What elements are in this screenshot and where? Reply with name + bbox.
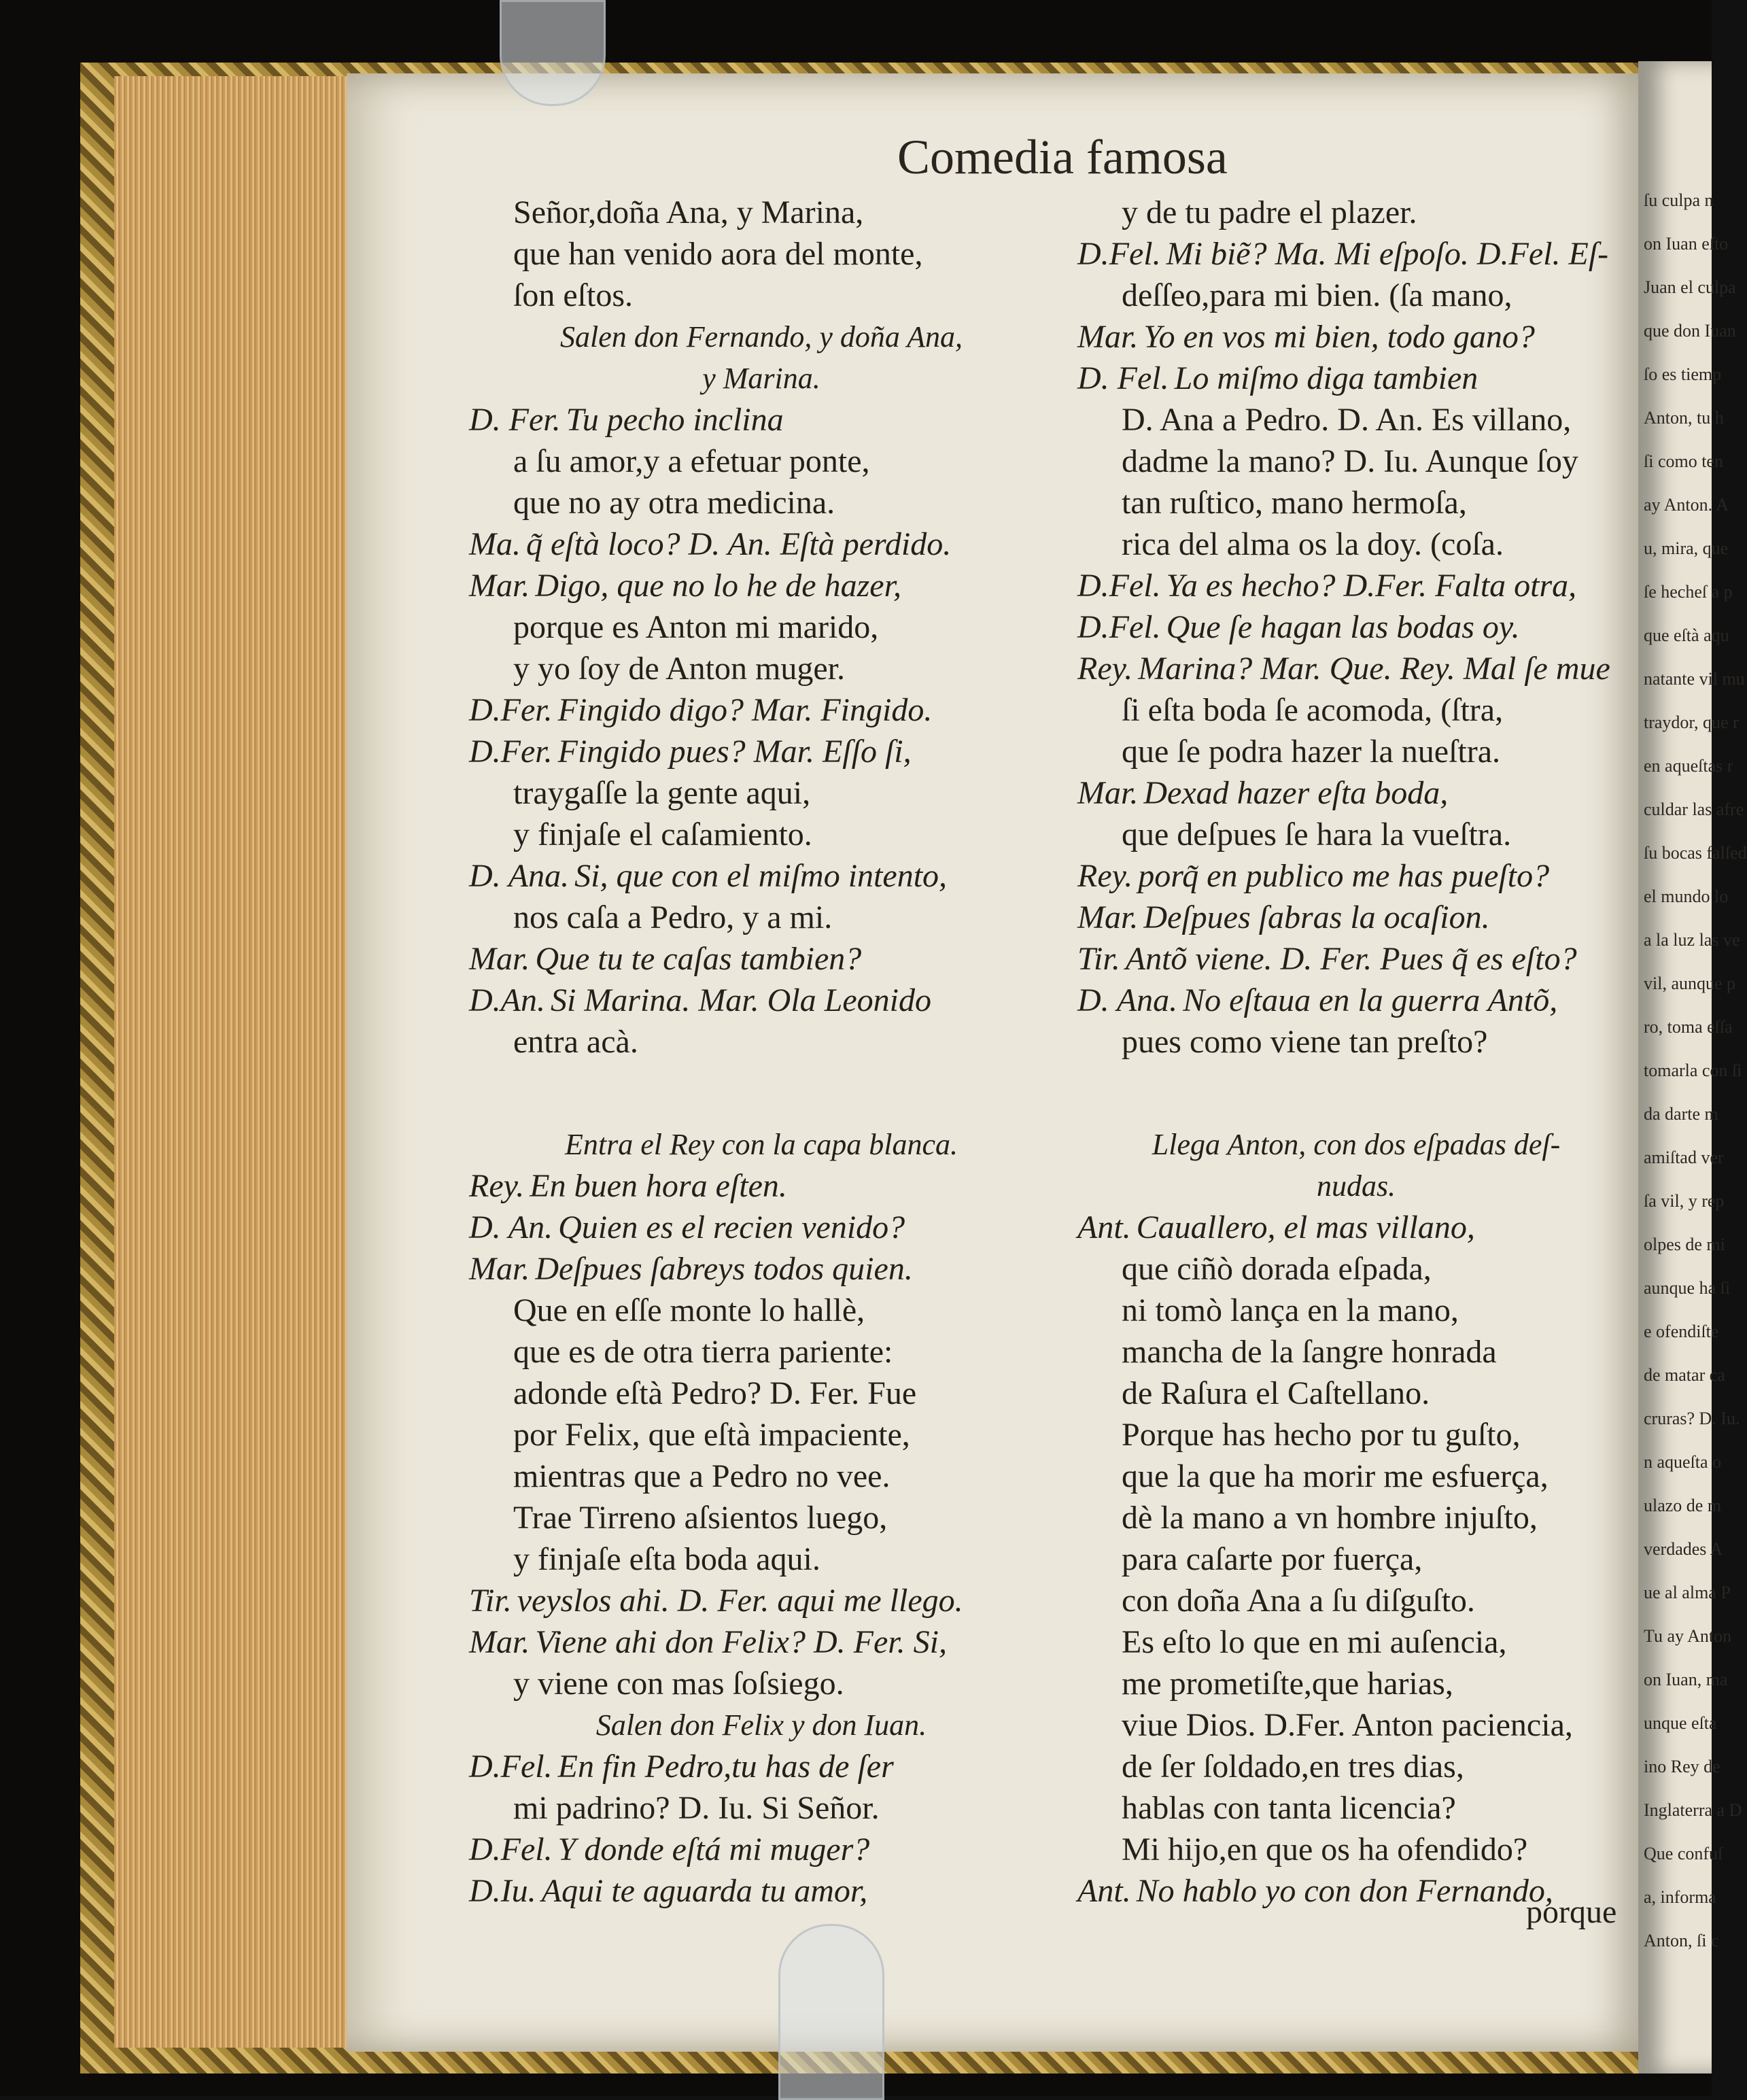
verse-line [469,1248,1048,1290]
neighbor-text-fragment: a la luz las ve [1644,930,1740,950]
verse-line: que es de otra tierra pariente: [513,1334,893,1370]
verse-line: ſon eſtos. [513,277,633,313]
verse-line [1077,648,1629,689]
verse-line: y finjaſe eſta boda aqui. [513,1541,820,1577]
neighbor-text-fragment: natante vil mu [1644,669,1745,689]
page-edge-stack [114,76,352,2048]
neighbor-text-fragment: olpes de mi [1644,1235,1725,1254]
speaker-label: D. Fer. [469,402,561,438]
verse-line: Señor,doña Ana, y Marina, [513,194,864,230]
speech-text: Deſpues ſabras la ocaſion. [1143,899,1490,935]
speech-text: Fingido digo? Mar. Fingido. [557,692,933,728]
neighbor-text-fragment: ue al alma P [1644,1583,1731,1602]
speech-text: Deſpues ſabreys todos quien. [535,1251,913,1287]
speech-text: Digo, que no lo he de hazer, [535,568,901,604]
speaker-label: Mar. [1077,319,1139,355]
speech-text: En buen hora eſten. [530,1168,787,1204]
verse-line: rica del alma os la doy. (coſa. [1122,526,1504,562]
speaker-label: D. Ana. [469,858,570,894]
verse-line: dadme la mano? D. Iu. Aunque ſoy [1122,443,1578,479]
speech-text: Y donde eſtá mi muger? [557,1831,870,1867]
neighbor-text-fragment: de matar ca [1644,1365,1725,1385]
verse-line: Que en eſſe monte lo hallè, [513,1292,865,1328]
neighbor-text-fragment: ſu culpa n [1644,190,1714,210]
speaker-label: D. Ana. [1077,982,1178,1018]
verse-line: adonde eſtà Pedro? D. Fer. Fue [513,1375,917,1411]
verse-line [1077,606,1629,648]
neighbor-text-fragment: Que confuſ [1644,1844,1723,1863]
speech-text: En fin Pedro,tu has de ſer [557,1749,894,1785]
neighbor-text-fragment: que don Iuan [1644,321,1736,341]
neighbor-text-fragment: da darte m [1644,1104,1718,1124]
speech-text: Que tu te caſas tambien? [535,941,862,977]
verse-line [1077,565,1629,606]
page-clip-bottom [778,1924,884,2100]
stage-direction: nudas. [1316,1169,1396,1203]
verse-line: dè la mano a vn hombre injuſto, [1122,1500,1538,1536]
verse-line: que deſpues ſe hara la vueſtra. [1122,816,1512,853]
neighbor-text-fragment: ay Anton. A [1644,495,1729,515]
speaker-label: D.An. [469,982,545,1018]
speaker-label: D. Fel. [1077,360,1169,396]
speech-text: Si Marina. Mar. Ola Leonido [550,982,931,1018]
neighbor-text-fragment: ſi como ten [1644,451,1723,471]
speech-text: veyslos ahi. D. Fer. aqui me llego. [517,1583,963,1619]
neighbor-text-fragment: ſa vil, y rep [1644,1191,1725,1211]
catchword: porque [1526,1894,1617,1930]
verse-line: Es eſto lo que en mi auſencia, [1122,1624,1507,1660]
speaker-label: Rey. [469,1168,525,1204]
speaker-label: D.Fel. [469,1831,553,1867]
speech-text: Si, que con el miſmo intento, [574,858,948,894]
neighbor-text-fragment: Tu ay Anton [1644,1626,1732,1646]
speech-text: Viene ahi don Felix? D. Fer. Si, [535,1624,947,1660]
verse-line: que ciñò dorada eſpada, [1122,1251,1432,1287]
speaker-label: D.Fer. [469,692,553,728]
speaker-label: Ant. [1077,1873,1131,1909]
verse-line: por Felix, que eſtà impaciente, [513,1417,910,1453]
verse-line: que la que ha morir me esfuerça, [1122,1458,1549,1494]
stage-direction: Salen don Felix y don Iuan. [595,1708,927,1742]
neighbor-text-fragment: que eſtà aqu [1644,625,1729,645]
neighbor-text-fragment: Juan el culpa [1644,277,1736,297]
verse-line [469,689,1048,731]
verse-line: a ſu amor,y a efetuar ponte, [513,443,870,479]
neighbor-text-fragment: tomarla con ſi [1644,1061,1742,1080]
speaker-label: Tir. [469,1583,512,1619]
verse-line: de Raſura el Caſtellano. [1122,1375,1430,1411]
neighbor-page [1638,61,1747,2073]
speech-text: Aqui te aguarda tu amor, [541,1873,868,1909]
verse-line [1077,316,1629,358]
left-column [469,192,1054,1912]
speech-text: Mi biẽ? Ma. Mi eſpoſo. D.Fel. Eſ- [1166,236,1609,272]
verse-line: pues como viene tan preſto? [1122,1024,1488,1060]
neighbor-text-fragment: el mundo lo [1644,887,1729,906]
speaker-label: Mar. [1077,775,1139,811]
verse-line [1077,855,1629,897]
neighbor-text-fragment: ino Rey de [1644,1757,1720,1776]
verse-line [1077,1207,1629,1248]
verse-line: ni tomò lança en la mano, [1122,1292,1459,1328]
verse-line: D. Ana a Pedro. D. An. Es villano, [1122,402,1572,438]
speaker-label: Rey. [1077,858,1133,894]
neighbor-text-fragment: amiſtad ver [1644,1148,1724,1167]
verse-line [469,980,1048,1021]
speaker-label: D.Fel. [1077,236,1161,272]
neighbor-text-fragment: ſe hecheſ a p [1644,582,1733,602]
verse-line: me prometiſte,que harias, [1122,1666,1453,1702]
neighbor-text-fragment: vil, aunque p [1644,974,1736,993]
verse-line: entra acà. [513,1024,638,1060]
neighbor-text-fragment: Anton, tu h [1644,408,1724,428]
verse-line: que no ay otra medicina. [513,485,835,521]
speaker-label: D.Fel. [469,1749,553,1785]
verse-line [469,1621,1048,1663]
verse-line: nos caſa a Pedro, y a mi. [513,899,833,935]
verse-line [1077,980,1629,1021]
speaker-label: Ant. [1077,1209,1131,1245]
speaker-label: Tir. [1077,941,1120,977]
speaker-label: Mar. [469,568,530,604]
right-column [1077,192,1635,1912]
speech-text: Yo en vos mi bien, todo gano? [1143,319,1535,355]
neighbor-text-fragment: Anton, ſi c [1644,1931,1719,1950]
running-head: Comedia famosa [897,130,1228,184]
speech-text: Antõ viene. D. Fer. Pues q̃ es eſto? [1125,941,1577,977]
speech-text: No eſtaua en la guerra Antõ, [1183,982,1558,1018]
neighbor-text-fragment: Inglaterra a D [1644,1800,1742,1820]
speech-text: q̃ eſtà loco? D. An. Eſtà perdido. [525,526,952,562]
neighbor-text-fragment: u, mira, que [1644,538,1729,558]
speech-text: Ya es hecho? D.Fer. Falta otra, [1166,568,1577,604]
neighbor-text-fragment: ulazo de m [1644,1496,1722,1515]
neighbor-text-fragment: aunque ha ſi [1644,1278,1731,1298]
verse-line [469,1207,1048,1248]
verse-line [1077,358,1629,399]
neighbor-text-fragment: ro, toma eſſa [1644,1017,1733,1037]
speech-text: Dexad hazer eſta boda, [1143,775,1449,811]
verse-line: para caſarte por fuerça, [1122,1541,1423,1577]
neighbor-text-fragment: a, informa [1644,1887,1716,1907]
neighbor-text-fragment: unque eſta [1644,1713,1717,1733]
verse-line: tan ruſtico, mano hermoſa, [1122,485,1467,521]
verse-line: y finjaſe el caſamiento. [513,816,812,853]
neighbor-text-fragment: n aqueſta o [1644,1452,1722,1472]
speaker-label: Mar. [469,941,530,977]
neighbor-text-fragment: cruras? D. Iu. [1644,1409,1740,1428]
speech-text: Que ſe hagan las bodas oy. [1166,609,1520,645]
verse-line: con doña Ana a ſu diſguſto. [1122,1583,1475,1619]
neighbor-text-fragment: verdades A [1644,1539,1723,1559]
verse-line [469,523,1048,565]
speech-text: Marina? Mar. Que. Rey. Mal ſe mue [1138,651,1610,687]
speaker-label: D. An. [469,1209,553,1245]
neighbor-text-fragment: e ofendiſte [1644,1322,1719,1341]
speaker-label: D.Fel. [1077,609,1161,645]
neighbor-text-fragment: ſu bocas falſed [1644,843,1747,863]
neighbor-text-fragment: on Iuan, ma [1644,1670,1728,1689]
verse-line: porque es Anton mi marido, [513,609,879,645]
verse-line: mancha de la ſangre honrada [1122,1334,1497,1370]
verse-line [469,1165,1048,1207]
stage-direction: y Marina. [702,362,820,395]
speaker-label: Ma. [469,526,521,562]
verse-line [1077,233,1629,275]
speech-text: Fingido pues? Mar. Eſſo ſi, [557,734,912,770]
speaker-label: Mar. [469,1251,530,1287]
stage-direction: Entra el Rey con la capa blanca. [565,1128,958,1161]
verse-line: que han venido aora del monte, [513,236,923,272]
speaker-label: Mar. [1077,899,1139,935]
neighbor-text-fragment: en aqueſtas r [1644,756,1733,776]
verse-line: Mi hijo,en que os ha ofendido? [1122,1831,1528,1867]
speech-text: porq̃ en publico me has pueſto? [1138,858,1550,894]
verse-line [1077,938,1629,980]
blank-line [1077,1063,1635,1124]
verse-line [469,1829,1048,1870]
verse-line: que ſe podra hazer la nueſtra. [1122,734,1501,770]
verse-line: mientras que a Pedro no vee. [513,1458,890,1494]
verse-line: mi padrino? D. Iu. Si Señor. [513,1790,880,1826]
verse-line: y viene con mas ſoſsiego. [513,1666,844,1702]
stage-direction: Llega Anton, con dos eſpadas deſ- [1152,1128,1561,1161]
verse-line: viue Dios. D.Fer. Anton paciencia, [1122,1707,1573,1743]
verse-line [1077,897,1629,938]
verse-line [469,565,1048,606]
verse-line [469,1870,1048,1912]
verse-line [469,731,1048,772]
speech-text: Cauallero, el mas villano, [1136,1209,1475,1245]
verse-line [469,399,1048,441]
speaker-label: D.Fel. [1077,568,1161,604]
verse-line: Porque has hecho por tu guſto, [1122,1417,1521,1453]
verse-line [1077,772,1629,814]
stage-direction: Salen don Fernando, y doña Ana, [560,320,963,354]
verse-line: de ſer ſoldado,en tres dias, [1122,1749,1464,1785]
page-clip-top [500,0,606,106]
verse-line [469,938,1048,980]
verse-line: deſſeo,para mi bien. (ſa mano, [1122,277,1512,313]
speaker-label: D.Fer. [469,734,553,770]
neighbor-text-fragment: culdar las afre [1644,799,1744,819]
verse-line [469,1746,1048,1787]
verse-line: y yo ſoy de Anton muger. [513,651,845,687]
speech-text: No hablo yo con don Fernando, [1136,1873,1553,1909]
verse-line [469,1580,1048,1621]
speech-text: Quien es el recien venido? [558,1209,905,1245]
verse-line: y de tu padre el plazer. [1122,194,1417,230]
blank-line [469,1063,1054,1124]
neighbor-text-fragment: ſo es tiemp [1644,364,1722,384]
verse-line: traygaſſe la gente aqui, [513,775,811,811]
verse-line [469,855,1048,897]
speaker-label: Mar. [469,1624,530,1660]
neighbor-text-fragment: traydor, que r [1644,712,1739,732]
speech-text: Lo miſmo diga tambien [1174,360,1478,396]
speaker-label: D.Iu. [469,1873,536,1909]
neighbor-text-fragment: on Iuan eſto [1644,234,1729,254]
verse-line: ſi eſta boda ſe acomoda, (ſtra, [1122,692,1504,728]
verse-line: hablas con tanta licencia? [1122,1790,1456,1826]
speaker-label: Rey. [1077,651,1133,687]
speech-text: Tu pecho inclina [566,402,784,438]
verse-line: Trae Tirreno aſsientos luego, [513,1500,888,1536]
